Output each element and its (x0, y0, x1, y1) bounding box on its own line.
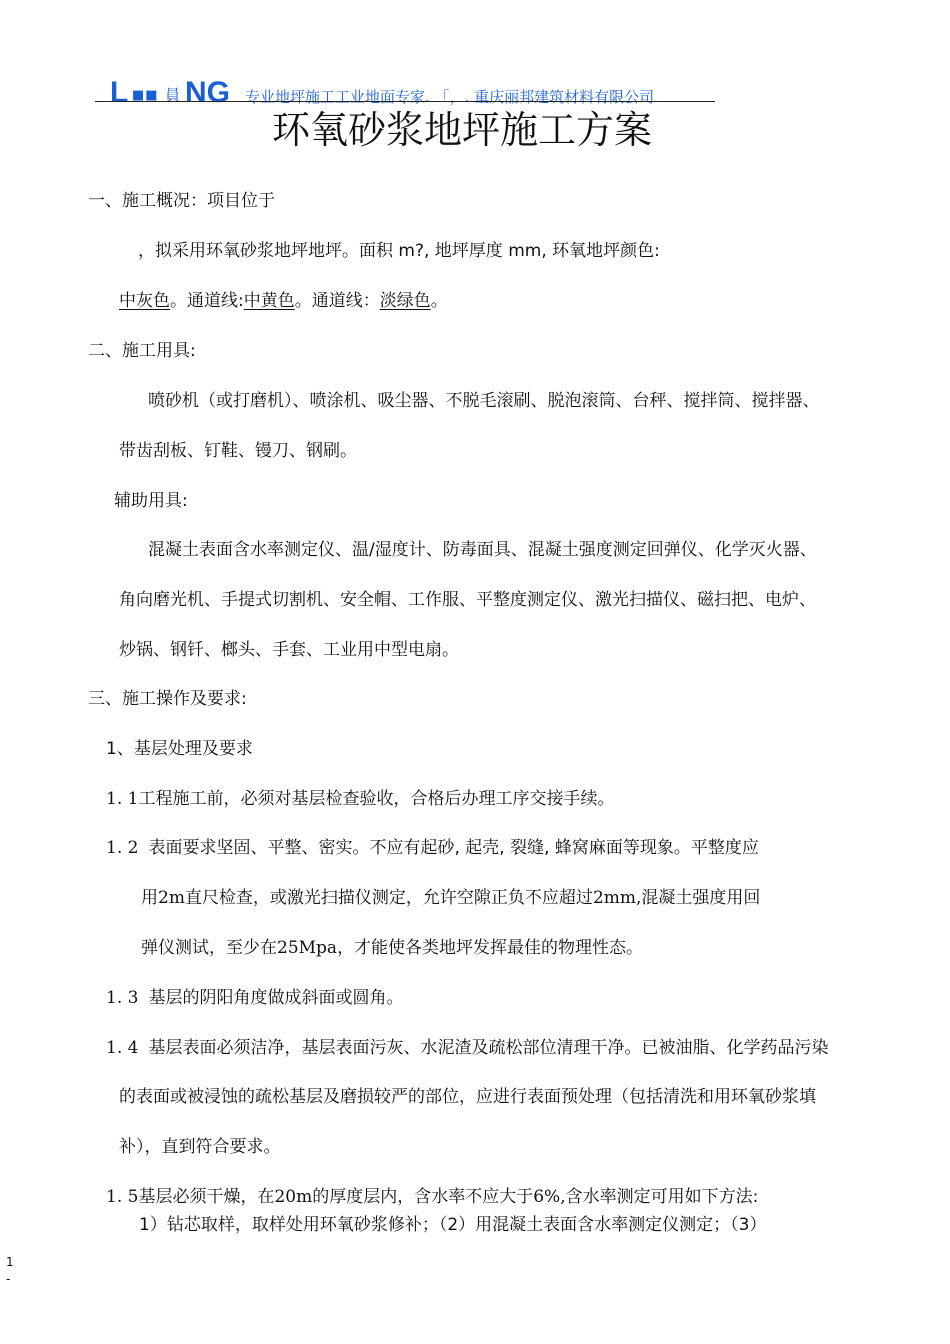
item-1-2-line-2 (141, 887, 760, 909)
item-1-3 (106, 987, 403, 1009)
separator-2: 。通道线： (294, 291, 380, 311)
measure-run: 25Mpa (277, 938, 338, 958)
separator-1: 。通道线: (170, 291, 244, 311)
letterhead-tagline: 专业地坪施工工业地面专家. 「，. 重庆丽邦建筑材料有限公司 (245, 88, 655, 106)
aux-tools-line-3: 炒锅、钢钎、榔头、手套、工业用中型电扇。 (119, 640, 459, 660)
aux-tools-heading: 辅助用具: (114, 491, 188, 511)
tools-line-2: 带齿刮板、钉鞋、镘刀、钢刷。 (119, 441, 357, 461)
page-number: 1 (6, 1255, 14, 1269)
item-1-5-line-2: 1）钻芯取样，取样处用环氧砂浆修补；（2）用混凝土表面含水率测定仪测定；（3） (139, 1215, 767, 1235)
item-number: 1. 1 (106, 789, 139, 809)
page-number-dash: - (6, 1272, 11, 1286)
item-1-4-line-2: 的表面或被浸蚀的疏松基层及磨损较严的部位，应进行表面预处理（包括清洗和用环氧砂浆填 (119, 1087, 816, 1107)
item-text: 表面要求坚固、平整、密实。不应有起砂, 起壳, 裂缝, 蜂窝麻面等现象。平整度应 (148, 838, 759, 858)
text-run: 的厚度层内，含水率不应大于 (312, 1187, 534, 1207)
logo-letter-l: L (110, 76, 129, 109)
logo-squares: ■■ (132, 88, 159, 103)
logo-letters-ng: NG (185, 76, 230, 109)
item-text: 基层的阴阳角度做成斜面或圆角。 (148, 988, 404, 1008)
item-number: 1. 3 (106, 988, 139, 1008)
letterhead (95, 76, 715, 109)
color-line-end: 。 (430, 291, 448, 311)
measure-run: 2m (158, 888, 185, 908)
item-number: 1. 5 (106, 1187, 139, 1207)
text-run: 弹仪测试，至少在 (141, 938, 277, 958)
section2-heading: 二、施工用具: (88, 341, 196, 361)
text-run: ，才能使各类地坪发挥最佳的物理性态。 (337, 938, 644, 958)
item-text: 工程施工前，必须对基层检查验收，合格后办理工序交接手续。 (138, 789, 615, 809)
text-run: 基层必须干燥，在 (138, 1187, 275, 1207)
section1-heading: 一、施工概况：项目位于 (88, 191, 275, 211)
item-1-5 (106, 1186, 758, 1208)
measure-run: 20m (274, 1187, 313, 1207)
aux-tools-line-1: 混凝土表面含水率测定仪、温/湿度计、防毒面具、混凝土强度测定回弹仪、化学灭火器、 (148, 540, 817, 560)
item-text: 基层表面必须洁净，基层表面污灰、水泥渣及疏松部位清理干净。已被油脂、化学药品污染 (148, 1038, 829, 1058)
section1-line2: ，拟采用环氧砂浆地坪地坪。面积 m?, 地坪厚度 mm, 环氧地坪颜色: (138, 241, 660, 261)
section1-colors (119, 290, 448, 312)
tools-line-1: 喷砂机（或打磨机）、喷涂机、吸尘器、不脱毛滚刷、脱泡滚筒、台秤、搅拌筒、搅拌器、 (148, 391, 820, 411)
measure-run: 6%, (533, 1187, 566, 1207)
text-run: 混凝土强度用回 (641, 888, 761, 908)
aux-tools-line-2: 角向磨光机、手提式切割机、安全帽、工作服、平整度测定仪、激光扫描仪、磁扫把、电炉、 (119, 590, 816, 610)
document-title: 环氧砂浆地坪施工方案 (272, 108, 653, 152)
item-1-1 (106, 788, 614, 810)
item-1-4-line-3: 补），直到符合要求。 (119, 1137, 281, 1157)
color-lane-2: 淡绿色 (379, 291, 431, 311)
text-run: 含水率测定可用如下方法: (565, 1187, 759, 1207)
item-1-2 (106, 837, 759, 859)
subsection-1-heading: 1、基层处理及要求 (106, 739, 253, 759)
item-number: 1. 2 (106, 838, 139, 858)
text-run: 用 (141, 888, 158, 908)
section3-heading: 三、施工操作及要求: (88, 689, 247, 709)
color-lane-1: 中黄色 (243, 291, 295, 311)
item-1-2-line-3 (141, 937, 643, 959)
text-run: 直尺检查，或激光扫描仪测定，允许空隙正负不应超过 (184, 888, 593, 908)
header-rule (95, 101, 715, 102)
color-main: 中灰色 (119, 291, 170, 311)
logo-middle-glyph: 員 (165, 86, 181, 104)
item-number: 1. 4 (106, 1038, 139, 1058)
measure-run: 2mm, (592, 888, 642, 908)
item-1-4 (106, 1037, 828, 1059)
